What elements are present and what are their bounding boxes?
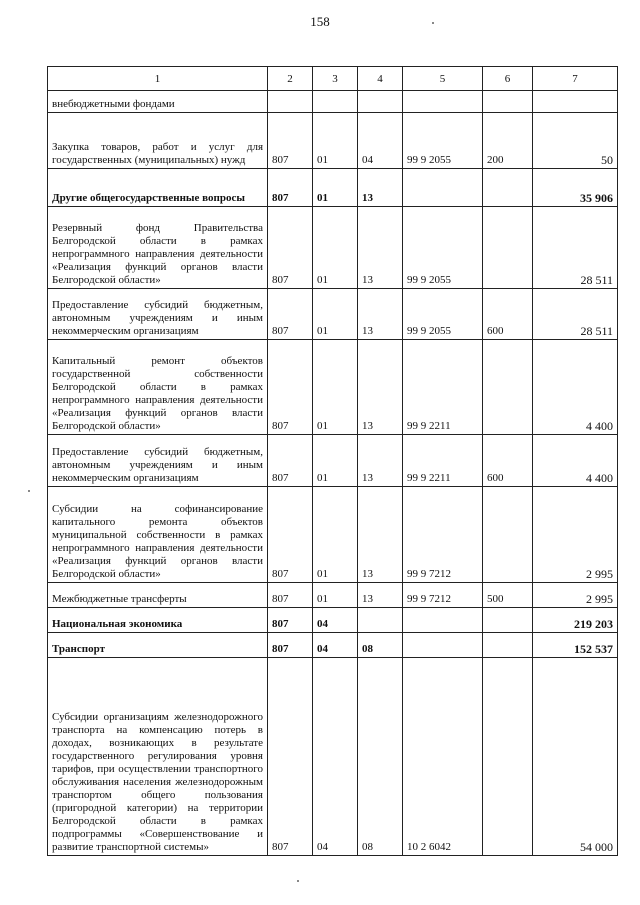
- row-name: Субсидии организациям железнодорожного транспорта на компенсацию потерь в доходах, возникающих в результате государственного регулирования уровня тарифов, при осуществлении транспортного обслуживания населения железнодорожным транспортом общего пользования (пригородной категории) на территории Белгородской области в рамках подпрограммы «Совершенствование и развитие транспортной системы»: [48, 658, 268, 856]
- row-ministry-code: 807: [268, 289, 313, 340]
- row-expense-type: [483, 169, 533, 207]
- row-amount: 28 511: [533, 289, 618, 340]
- table-row: [48, 113, 618, 169]
- row-name: Субсидии на софинансирование капитального ремонта объектов муниципальной собственности в рамках непрограммного направления деятельности «Реализация функций органов власти Белгородской области»: [48, 487, 268, 583]
- header-col-1: 1: [48, 67, 268, 91]
- scan-speck: [28, 490, 30, 492]
- row-amount: 50: [533, 113, 618, 169]
- table-row: [48, 633, 618, 658]
- row-ministry-code: 807: [268, 340, 313, 435]
- row-ministry-code: 807: [268, 207, 313, 289]
- row-subsection-code: 08: [358, 633, 403, 658]
- row-ministry-code: 807: [268, 487, 313, 583]
- row-expense-type: [483, 487, 533, 583]
- table-row: [48, 91, 618, 113]
- row-target-code: 99 9 2211: [403, 340, 483, 435]
- row-subsection-code: 04: [358, 113, 403, 169]
- row-target-code: 99 9 2211: [403, 435, 483, 487]
- row-target-code: [403, 91, 483, 113]
- row-subsection-code: 13: [358, 487, 403, 583]
- table-row: [48, 289, 618, 340]
- row-target-code: [403, 633, 483, 658]
- table-row: [48, 658, 618, 856]
- row-amount: 2 995: [533, 487, 618, 583]
- row-amount: 4 400: [533, 340, 618, 435]
- table-row: [48, 207, 618, 289]
- row-subsection-code: 13: [358, 583, 403, 608]
- row-target-code: 99 9 2055: [403, 113, 483, 169]
- header-col-7: 7: [533, 67, 618, 91]
- row-subsection-code: [358, 91, 403, 113]
- row-amount: 28 511: [533, 207, 618, 289]
- row-name: Предоставление субсидий бюджетным, автономным учреждениям и иным некоммерческим организациям: [48, 289, 268, 340]
- row-name: Другие общегосударственные вопросы: [48, 169, 268, 207]
- row-target-code: 99 9 7212: [403, 583, 483, 608]
- row-target-code: 99 9 2055: [403, 207, 483, 289]
- row-name: Национальная экономика: [48, 608, 268, 633]
- page-number: 158: [310, 14, 330, 29]
- row-subsection-code: 13: [358, 340, 403, 435]
- row-section-code: 04: [313, 658, 358, 856]
- row-subsection-code: 13: [358, 169, 403, 207]
- table-header: [48, 67, 618, 91]
- row-amount: 4 400: [533, 435, 618, 487]
- row-subsection-code: 13: [358, 207, 403, 289]
- header-col-6: 6: [483, 67, 533, 91]
- row-amount: 54 000: [533, 658, 618, 856]
- row-expense-type: [483, 608, 533, 633]
- row-expense-type: [483, 340, 533, 435]
- row-expense-type: 600: [483, 435, 533, 487]
- row-section-code: 01: [313, 113, 358, 169]
- row-section-code: 01: [313, 169, 358, 207]
- table-row: [48, 340, 618, 435]
- row-amount: 152 537: [533, 633, 618, 658]
- row-amount: 2 995: [533, 583, 618, 608]
- table-row: [48, 487, 618, 583]
- row-target-code: 99 9 7212: [403, 487, 483, 583]
- row-section-code: 01: [313, 340, 358, 435]
- header-col-3: 3: [313, 67, 358, 91]
- row-expense-type: 600: [483, 289, 533, 340]
- scan-speck: [297, 880, 299, 882]
- row-section-code: 01: [313, 289, 358, 340]
- row-section-code: 04: [313, 608, 358, 633]
- row-expense-type: [483, 658, 533, 856]
- row-name: Предоставление субсидий бюджетным, автономным учреждениям и иным некоммерческим организациям: [48, 435, 268, 487]
- row-ministry-code: 807: [268, 113, 313, 169]
- row-expense-type: 500: [483, 583, 533, 608]
- row-expense-type: [483, 207, 533, 289]
- row-target-code: [403, 169, 483, 207]
- header-col-4: 4: [358, 67, 403, 91]
- row-name: Капитальный ремонт объектов государственной собственности Белгородской области в рамках непрограммного направления деятельности «Реализация функций органов власти Белгородской области»: [48, 340, 268, 435]
- row-expense-type: 200: [483, 113, 533, 169]
- row-section-code: 01: [313, 583, 358, 608]
- row-ministry-code: 807: [268, 435, 313, 487]
- row-section-code: 01: [313, 207, 358, 289]
- row-target-code: 99 9 2055: [403, 289, 483, 340]
- row-section-code: 04: [313, 633, 358, 658]
- header-col-2: 2: [268, 67, 313, 91]
- row-target-code: 10 2 6042: [403, 658, 483, 856]
- header-col-5: 5: [403, 67, 483, 91]
- row-amount: 219 203: [533, 608, 618, 633]
- row-name: Резервный фонд Правительства Белгородской области в рамках непрограммного направления деятельности «Реализация функций органов власти Белгородской области»: [48, 207, 268, 289]
- row-name: Закупка товаров, работ и услуг для государственных (муниципальных) нужд: [48, 113, 268, 169]
- table-row: [48, 435, 618, 487]
- row-target-code: [403, 608, 483, 633]
- scan-speck: [432, 22, 434, 24]
- budget-table: [47, 66, 618, 856]
- row-ministry-code: [268, 91, 313, 113]
- row-ministry-code: 807: [268, 633, 313, 658]
- row-name: Транспорт: [48, 633, 268, 658]
- row-subsection-code: 08: [358, 658, 403, 856]
- table-body: [48, 91, 618, 856]
- row-section-code: [313, 91, 358, 113]
- row-subsection-code: 13: [358, 435, 403, 487]
- row-section-code: 01: [313, 435, 358, 487]
- row-name: внебюджетными фондами: [48, 91, 268, 113]
- table-row: [48, 583, 618, 608]
- row-section-code: 01: [313, 487, 358, 583]
- row-ministry-code: 807: [268, 583, 313, 608]
- row-name: Межбюджетные трансферты: [48, 583, 268, 608]
- row-expense-type: [483, 91, 533, 113]
- row-subsection-code: 13: [358, 289, 403, 340]
- row-ministry-code: 807: [268, 169, 313, 207]
- row-subsection-code: [358, 608, 403, 633]
- row-ministry-code: 807: [268, 658, 313, 856]
- row-amount: 35 906: [533, 169, 618, 207]
- row-expense-type: [483, 633, 533, 658]
- table-row: [48, 169, 618, 207]
- table-row: [48, 608, 618, 633]
- row-ministry-code: 807: [268, 608, 313, 633]
- row-amount: [533, 91, 618, 113]
